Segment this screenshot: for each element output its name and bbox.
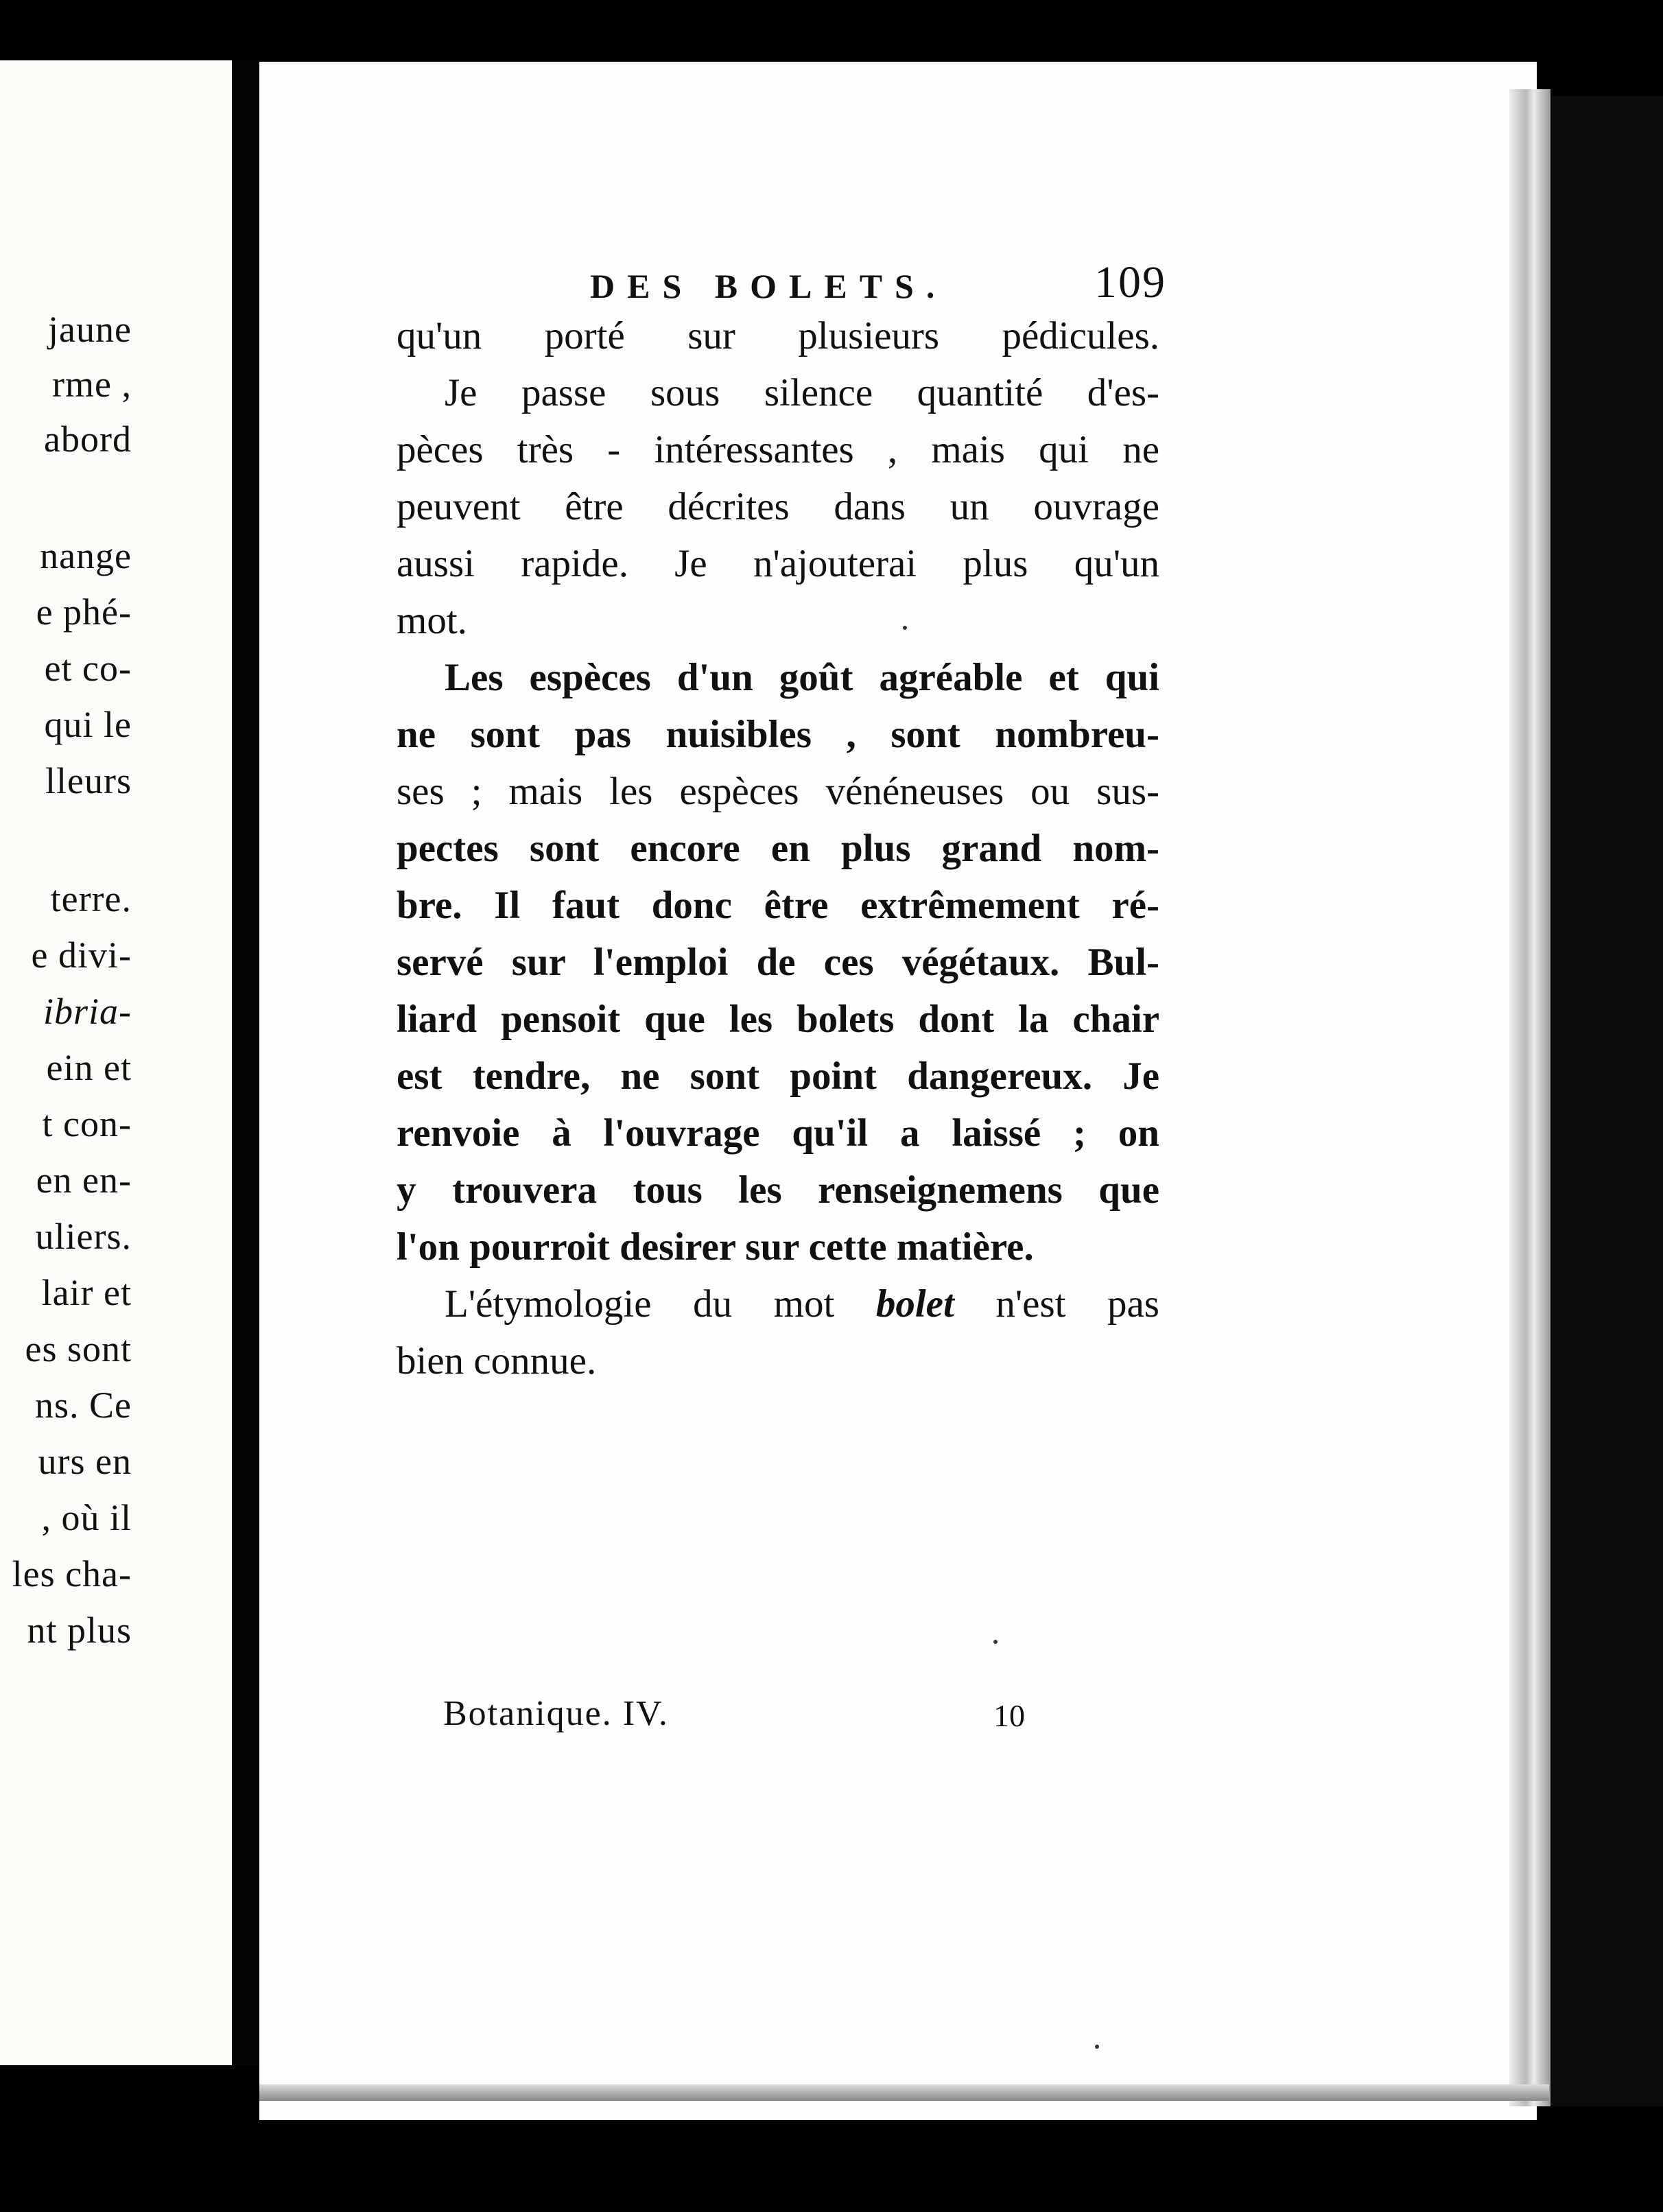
left-page-line: et co- [44, 648, 132, 689]
body-text [397, 307, 1159, 1389]
text-line: ne sont pas nuisibles , sont nombreu- [397, 713, 1159, 756]
page-fore-edge [1509, 89, 1550, 2106]
text-line: peuvent être décrites dans un ouvrage [397, 485, 1159, 528]
text-line: y trouvera tous les renseignemens que [397, 1168, 1159, 1212]
text-line: liard pensoit que les bolets dont la chair [397, 998, 1159, 1041]
text-line: qu'un porté sur plusieurs pédicules. [397, 314, 1159, 357]
paper-speck [903, 626, 907, 630]
italic-word: bolet [875, 1282, 954, 1326]
sheet-number: 10 [993, 1698, 1025, 1733]
left-page-line: nange [40, 535, 132, 576]
left-page-line: nt plus [27, 1610, 132, 1651]
left-page-line: ns. Ce [35, 1385, 132, 1426]
left-page-line: , où il [41, 1497, 132, 1538]
text-line: bre. Il faut donc être extrêmement ré- [397, 884, 1159, 927]
left-page-line: en en- [36, 1160, 132, 1201]
page-bottom-edge [259, 2084, 1549, 2101]
running-title: DES BOLETS. [590, 267, 947, 305]
text-line: renvoie à l'ouvrage qu'il a laissé ; on [397, 1111, 1159, 1155]
left-page-line: uliers. [35, 1216, 132, 1257]
left-page-line: ibria- [43, 991, 132, 1032]
left-page-line: t con- [42, 1103, 132, 1144]
left-page-line: es sont [25, 1328, 132, 1369]
paper-speck [1095, 2045, 1099, 2049]
paper-speck [993, 1640, 998, 1644]
text-line: ses ; mais les espèces vénéneuses ou sus- [397, 770, 1159, 813]
text-line: est tendre, ne sont point dangereux. Je [397, 1055, 1159, 1098]
left-page-line: e phé- [36, 591, 132, 633]
text-line: servé sur l'emploi de ces végétaux. Bul- [397, 941, 1159, 984]
text-line: pectes sont encore en plus grand nom- [397, 827, 1159, 870]
text-line-mixed [397, 1275, 1159, 1332]
page-number: 109 [1094, 257, 1166, 307]
left-page-line: ein et [46, 1047, 132, 1088]
text-fragment: L'étymologie du mot [445, 1282, 835, 1326]
text-fragment: n'est pas [995, 1282, 1159, 1326]
left-page-line: urs en [38, 1441, 132, 1482]
left-page-line: lleurs [45, 760, 132, 801]
left-page-line: e divi- [31, 934, 132, 976]
signature-mark: Botanique. IV. [443, 1694, 669, 1733]
gutter-shadow [232, 60, 259, 2065]
text-line: bien connue. [397, 1339, 597, 1382]
left-page-line: lair et [41, 1272, 132, 1313]
text-line: pèces très - intéressantes , mais qui ne [397, 428, 1159, 471]
text-line: aussi rapide. Je n'ajouterai plus qu'un [397, 542, 1159, 585]
left-page-line: les cha- [12, 1553, 132, 1595]
text-line: mot. [397, 599, 467, 642]
left-page-line: terre. [50, 878, 132, 919]
left-facing-page [0, 60, 232, 2065]
left-page-line: rme , [52, 364, 132, 405]
book-binding [1550, 96, 1663, 2106]
text-line: Je passe sous silence quantité d'es- [445, 371, 1159, 414]
running-header [590, 259, 1180, 307]
left-page-line: qui le [44, 704, 132, 745]
text-line: Les espèces d'un goût agréable et qui [445, 656, 1159, 699]
left-page-line: jaune [48, 309, 132, 350]
left-page-line: abord [44, 419, 132, 460]
text-line: l'on pourroit desirer sur cette matière. [397, 1225, 1034, 1269]
